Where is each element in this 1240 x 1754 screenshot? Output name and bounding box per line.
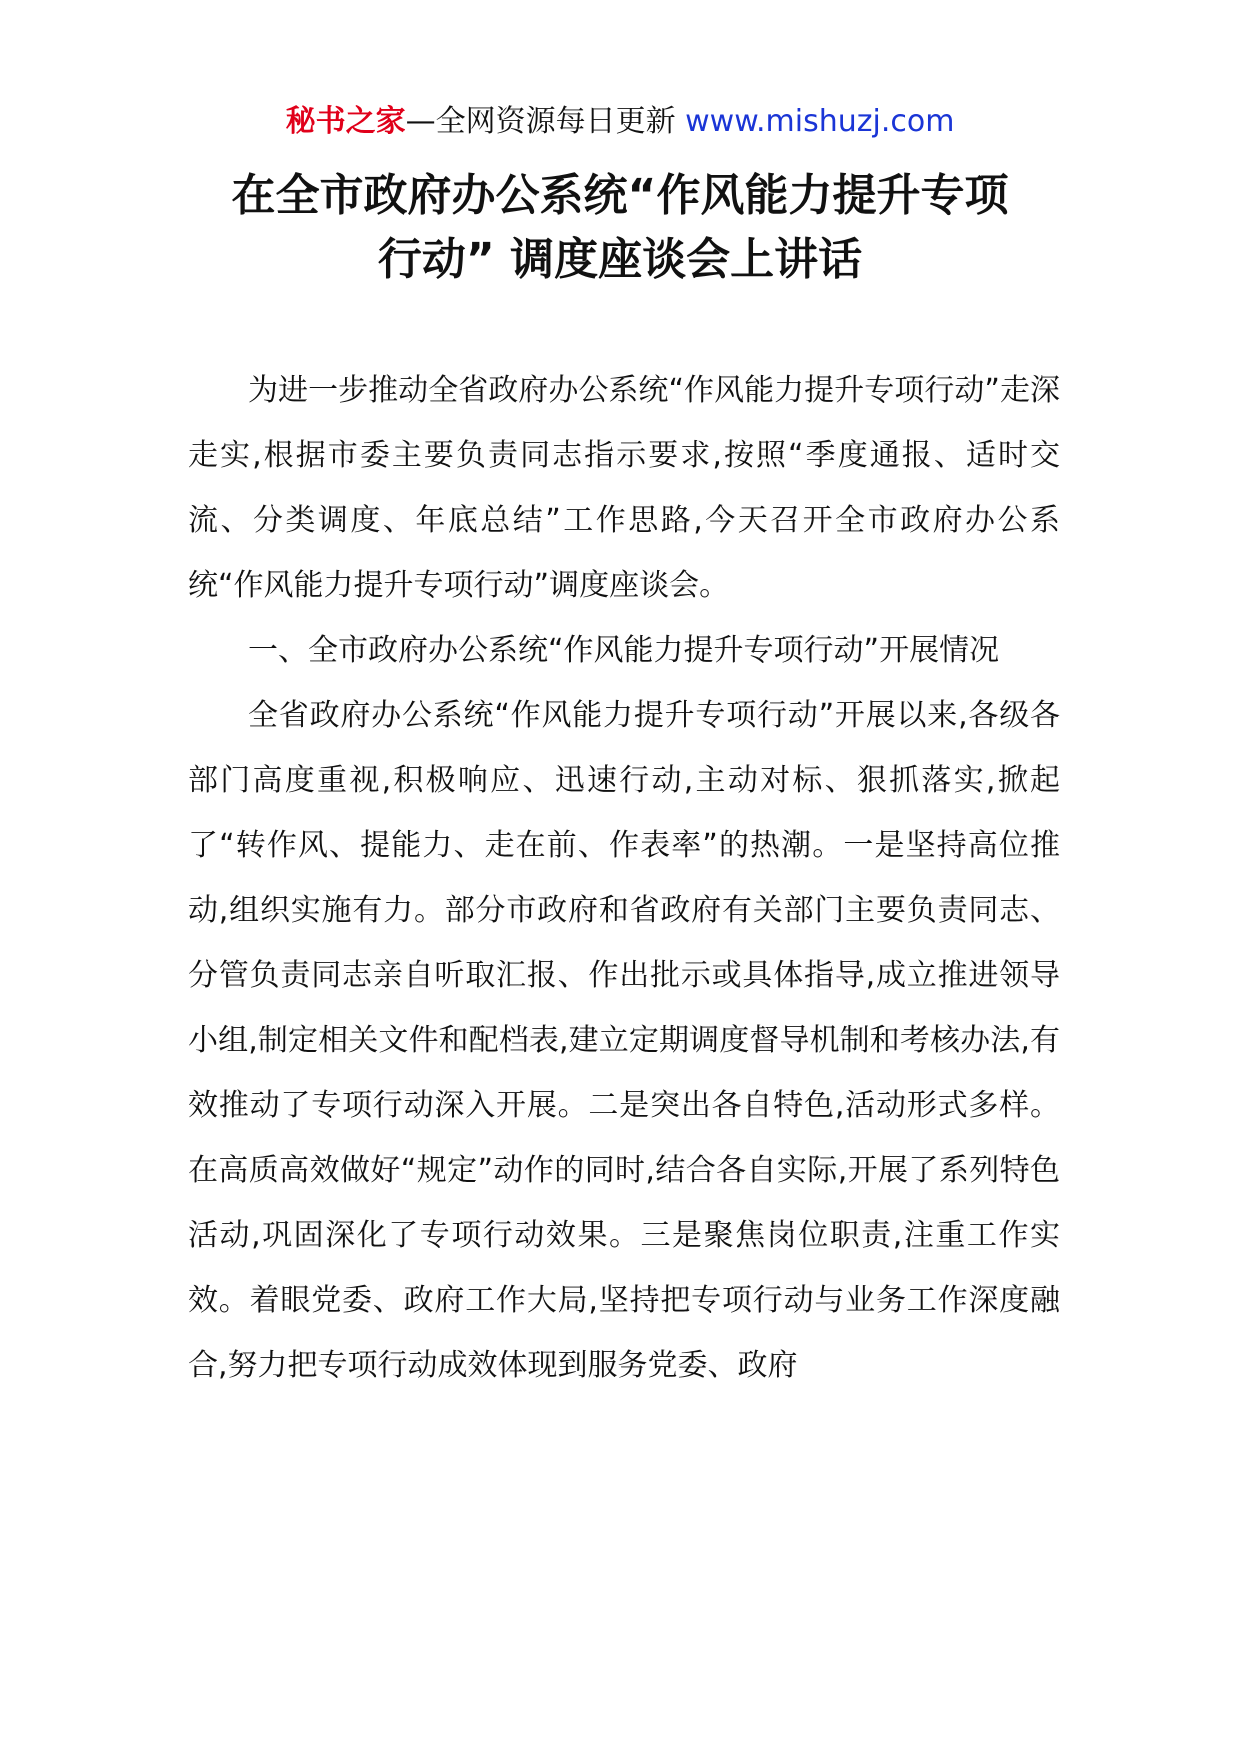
- document-body: [188, 358, 1060, 1398]
- document-title: [130, 164, 1110, 292]
- section-heading: 一、全市政府办公系统“作风能力提升专项行动”开展情况: [248, 633, 1000, 668]
- brand-name: 秘书之家: [285, 104, 406, 139]
- site-url-link[interactable]: www.mishuzj.com: [685, 104, 955, 139]
- site-header: [0, 102, 1240, 142]
- title-line-1: 在全市政府办公系统“作风能力提升专项: [231, 170, 1009, 221]
- intro-paragraph: 为进一步推动全省政府办公系统“作风能力提升专项行动”走深走实,根据市委主要负责同志指示要求,按照“季度通报、适时交流、分类调度、年底总结”工作思路,今天召开全市政府办公系统“作风能力提升专项行动”调度座谈会。: [188, 373, 1060, 603]
- title-line-2: 行动” 调度座谈会上讲话: [377, 234, 863, 285]
- body-paragraph: 全省政府办公系统“作风能力提升专项行动”开展以来,各级各部门高度重视,积极响应、迅速行动,主动对标、狠抓落实,掀起了“转作风、提能力、走在前、作表率”的热潮。一是坚持高位推动,组织实施有力。部分市政府和省政府有关部门主要负责同志、分管负责同志亲自听取汇报、作出批示或具体指导,成立推进领导小组,制定相关文件和配档表,建立定期调度督导机制和考核办法,有效推动了专项行动深入开展。二是突出各自特色,活动形式多样。在高质高效做好“规定”动作的同时,结合各自实际,开展了系列特色活动,巩固深化了专项行动效果。三是聚焦岗位职责,注重工作实效。着眼党委、政府工作大局,坚持把专项行动与业务工作深度融合,努力把专项行动成效体现到服务党委、政府: [188, 698, 1060, 1383]
- header-tagline: —全网资源每日更新: [405, 104, 676, 139]
